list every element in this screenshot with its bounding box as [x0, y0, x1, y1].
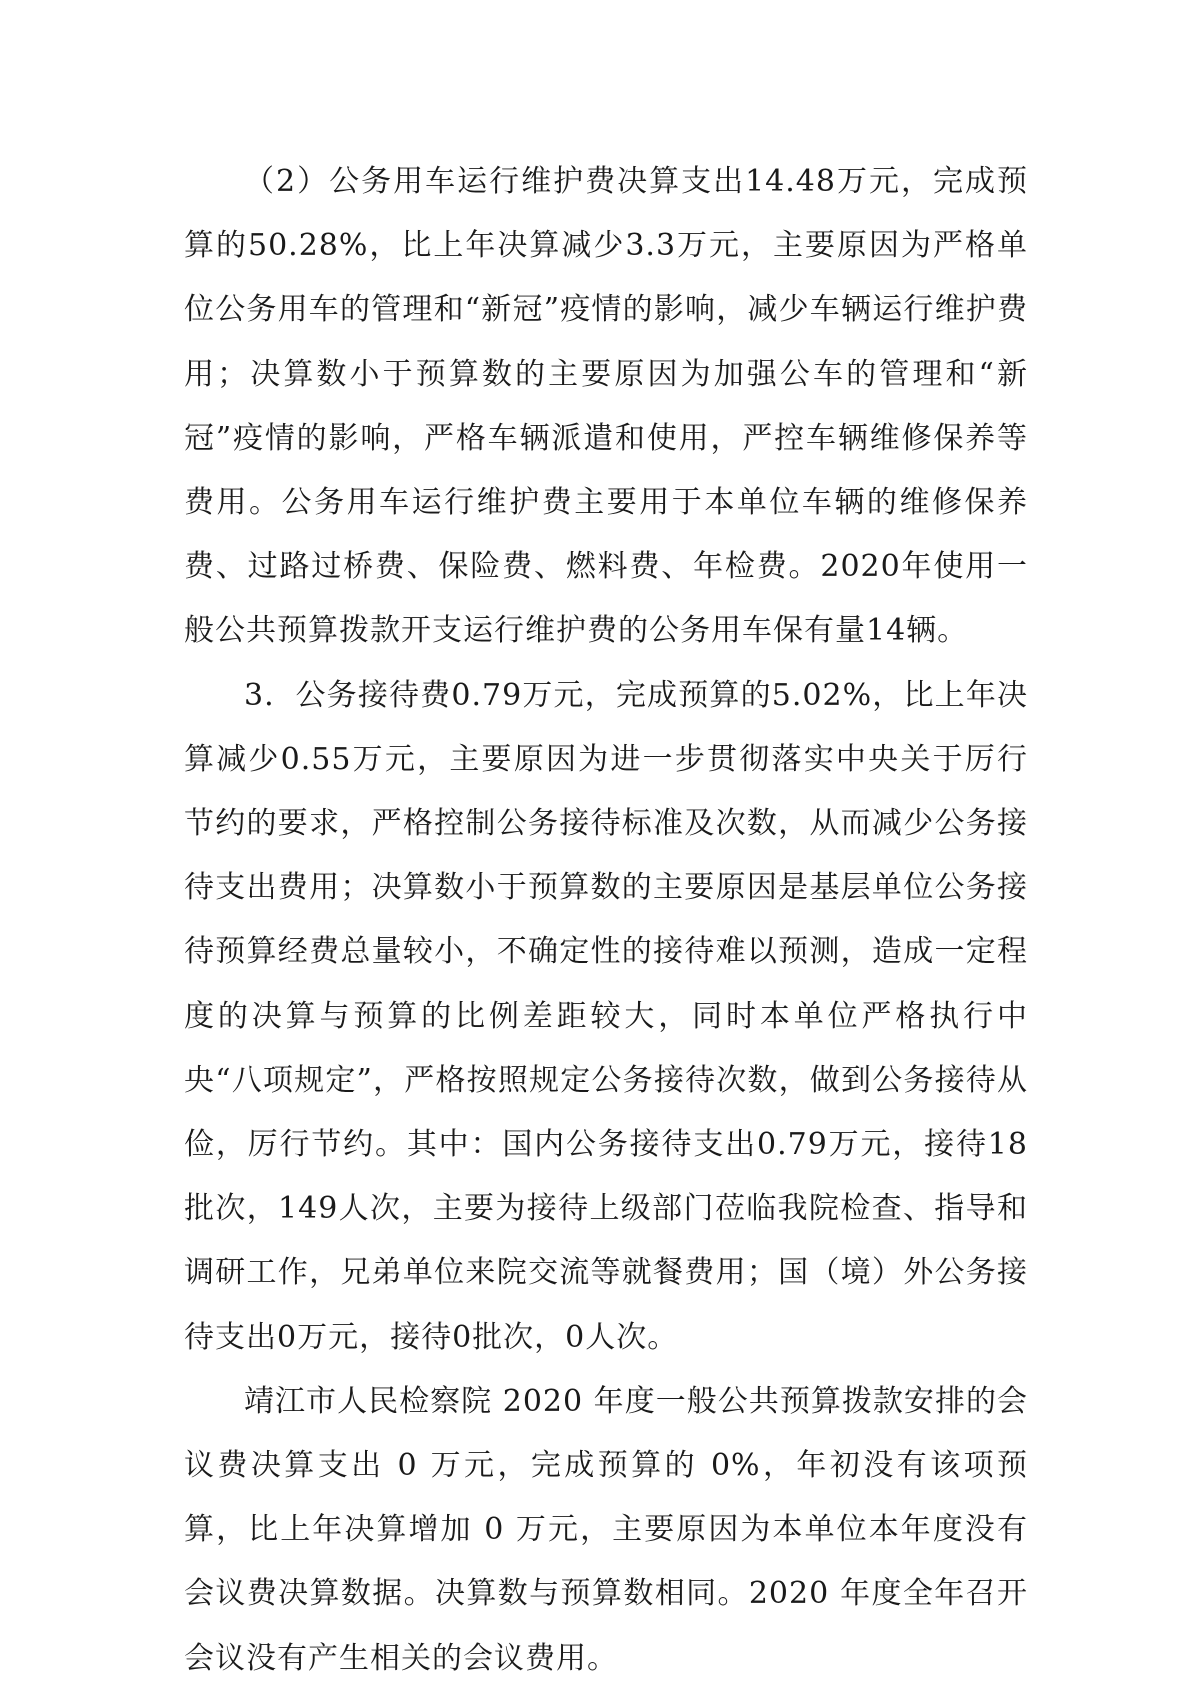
paragraph-vehicle-maintenance-expense: （2）公务用车运行维护费决算支出14.48万元，完成预算的50.28%，比上年决算减少3.3万元，主要原因为严格单位公务用车的管理和“新冠”疫情的影响，减少车辆运行维护费用；决算数小于预算数的主要原因为加强公车的管理和“新冠”疫情的影响，严格车辆派遣和使用，严控车辆维修保养等费用。公务用车运行维护费主要用于本单位车辆的维修保养费、过路过桥费、保险费、燃料费、年检费。2020年使用一般公共预算拨款开支运行维护费的公务用车保有量14辆。	[184, 164, 1028, 649]
document-body	[184, 150, 1028, 1691]
paragraph-official-reception-expense: 3．公务接待费0.79万元，完成预算的5.02%，比上年决算减少0.55万元，主要原因为进一步贯彻落实中央关于厉行节约的要求，严格控制公务接待标准及次数，从而减少公务接待支出费用；决算数小于预算数的主要原因是基层单位公务接待预算经费总量较小，不确定性的接待难以预测，造成一定程度的决算与预算的比例差距较大，同时本单位严格执行中央“八项规定”，严格按照规定公务接待次数，做到公务接待从俭，厉行节约。其中：国内公务接待支出0.79万元，接待18批次，149人次，主要为接待上级部门莅临我院检查、指导和调研工作，兄弟单位来院交流等就餐费用；国（境）外公务接待支出0万元，接待0批次，0人次。	[184, 677, 1028, 1355]
paragraph-meeting-expense: 靖江市人民检察院 2020 年度一般公共预算拨款安排的会议费决算支出 0 万元，完成预算的 0%，年初没有该项预算，比上年决算增加 0 万元，主要原因为本单位本年度没有会议费决算数据。决算数与预算数相同。2020 年度全年召开会议没有产生相关的会议费用。	[184, 1383, 1028, 1676]
